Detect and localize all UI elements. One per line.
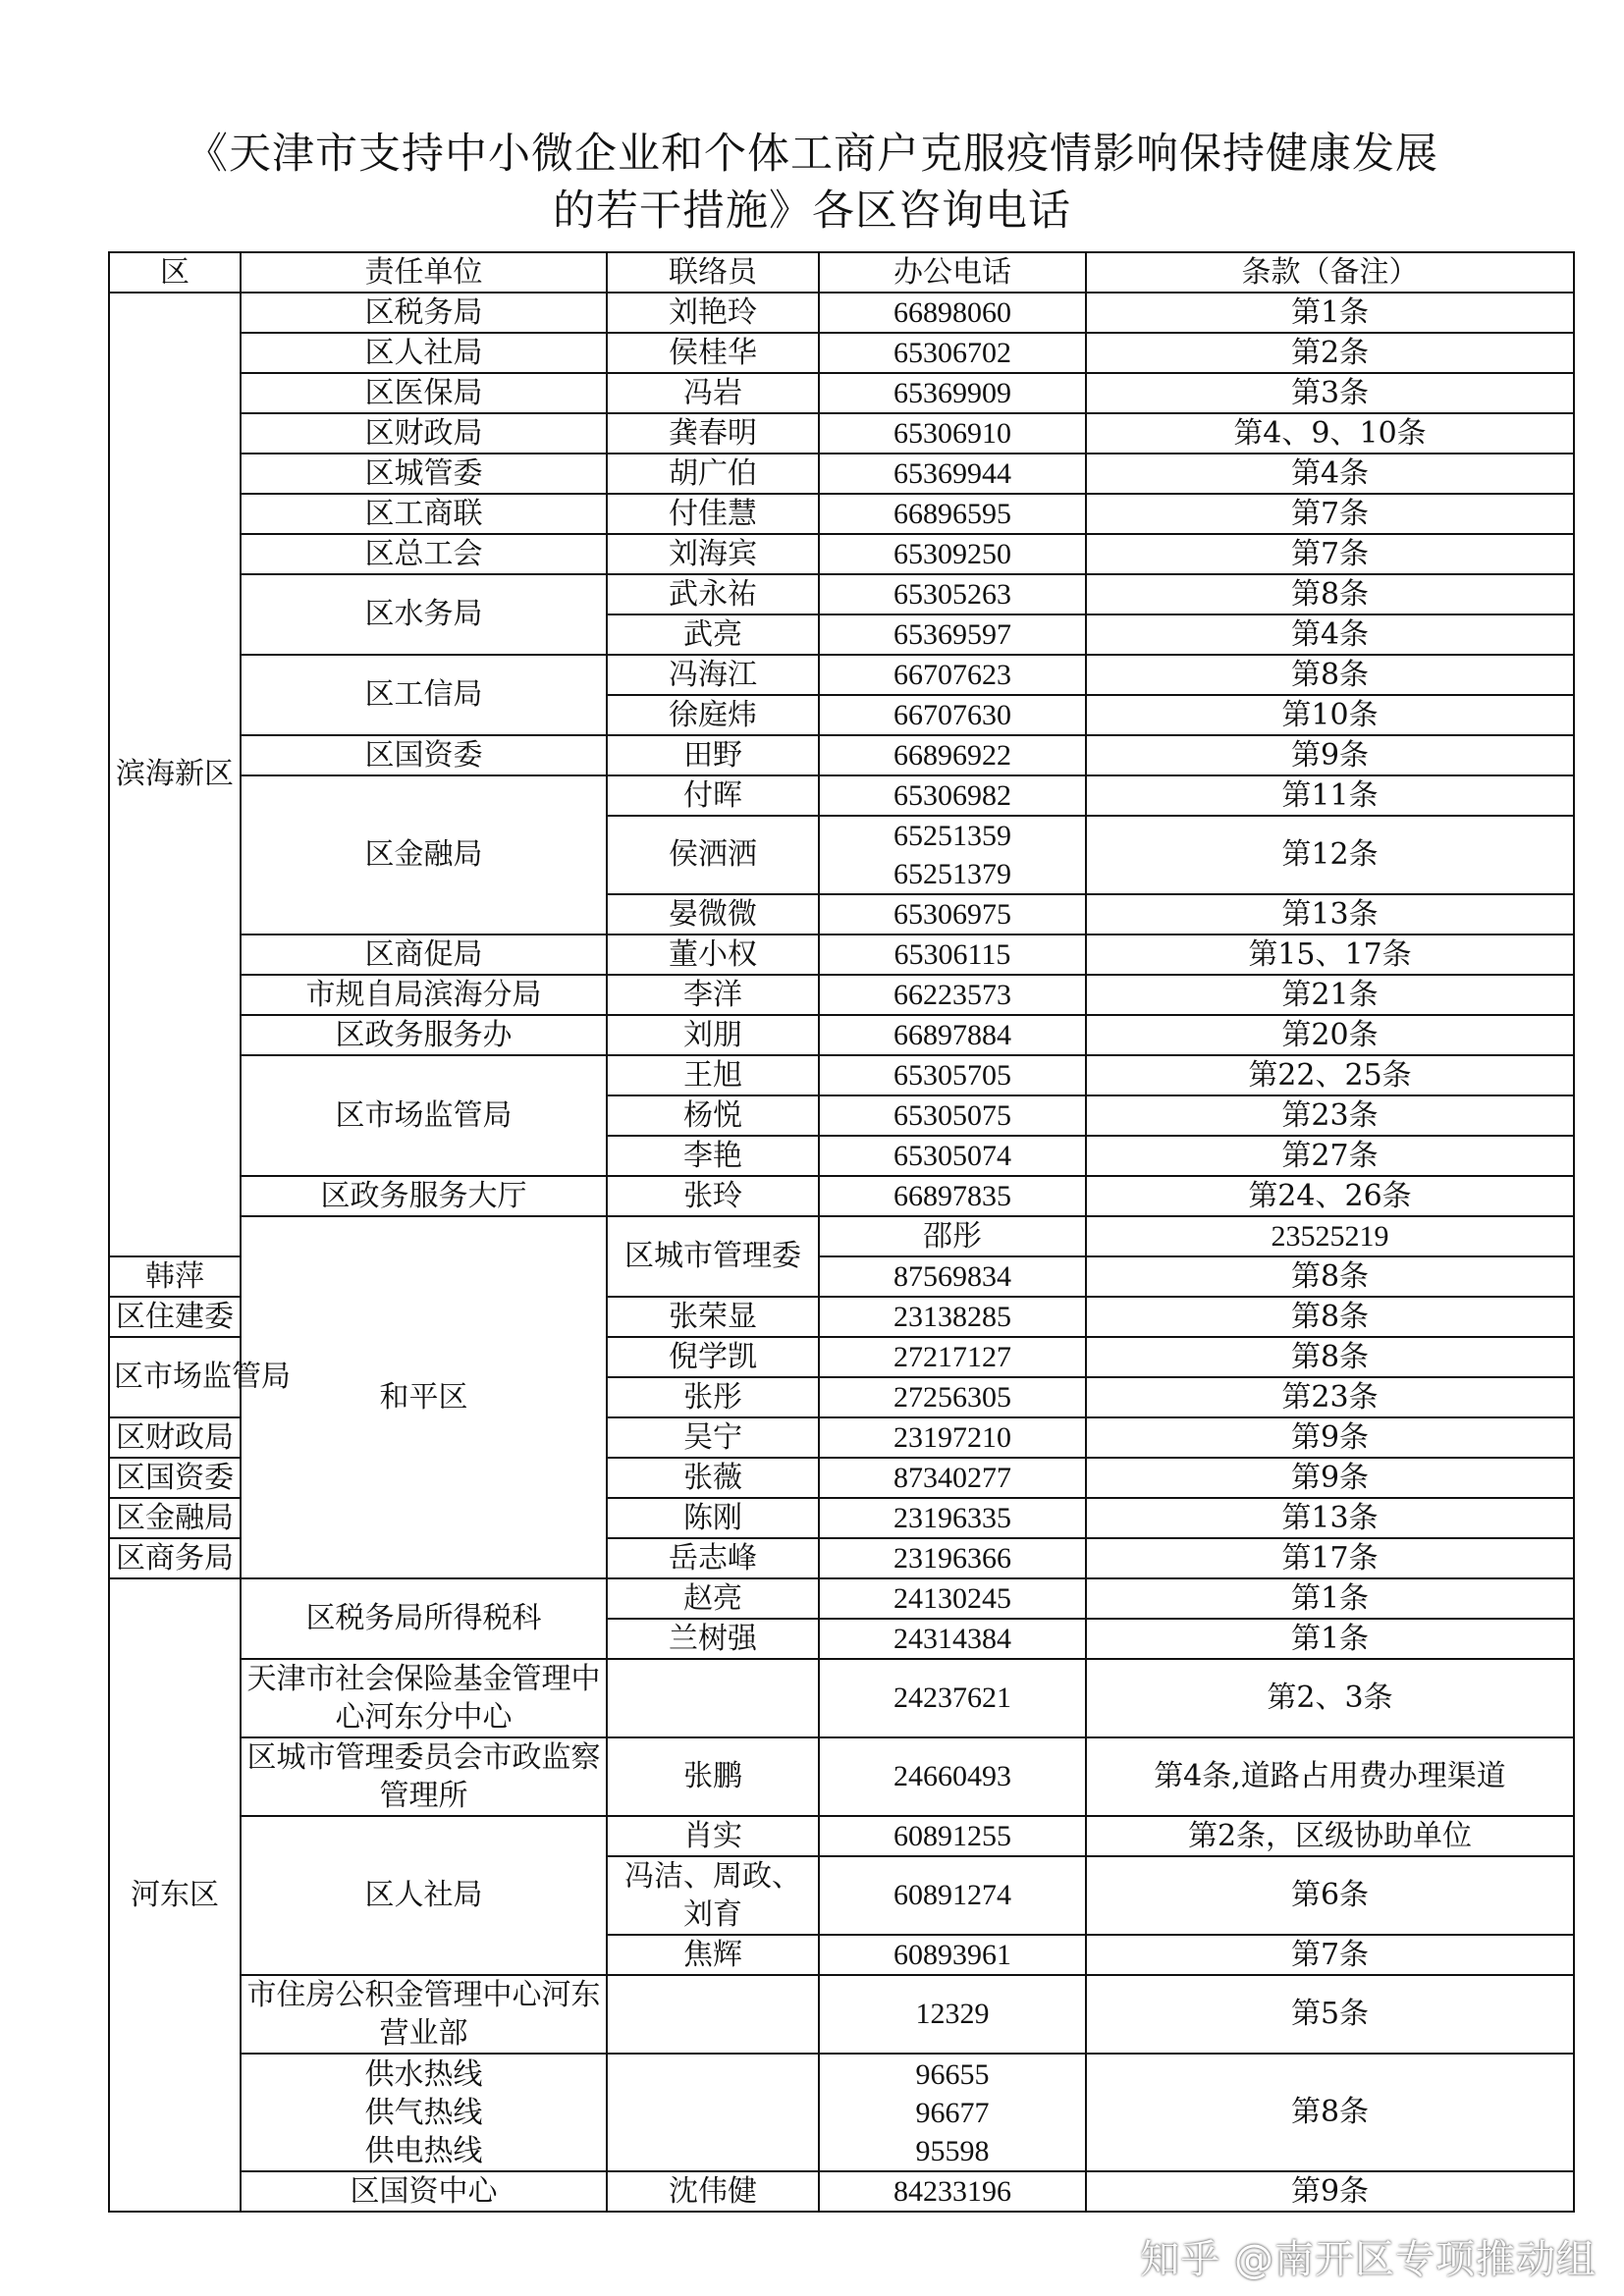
contact-cell: 张鹏: [607, 1737, 819, 1816]
clause-cell: 第10条: [1086, 695, 1574, 735]
contact-cell: 冯海江: [607, 655, 819, 695]
title-line-2: 的若干措施》各区咨询电话: [553, 187, 1071, 236]
table-row: [109, 1975, 1574, 2054]
table-row: [109, 494, 1574, 534]
unit-cell: 市住房公积金管理中心河东营业部: [241, 1975, 607, 2054]
clause-cell: 第6条: [1086, 1856, 1574, 1935]
hotline-label: 供电热线: [364, 2133, 483, 2168]
clause-cell: 第27条: [1086, 1136, 1574, 1176]
table-row: [109, 293, 1574, 333]
phone-cell: 27217127: [819, 1337, 1086, 1377]
unit-cell: 区人社局: [241, 1816, 607, 1975]
phone-cell: 65306702: [819, 333, 1086, 373]
unit-cell: 区城管委: [241, 454, 607, 494]
contact-table: [108, 251, 1575, 2213]
phone-cell: 66223573: [819, 975, 1086, 1015]
clause-cell: 第4条,道路占用费办理渠道: [1086, 1737, 1574, 1816]
phone-cell: 60893961: [819, 1935, 1086, 1975]
clause-cell: 第1条: [1086, 1619, 1574, 1659]
unit-cell: 区国资中心: [241, 2171, 607, 2212]
phone-cell: 65305075: [819, 1095, 1086, 1136]
clause-cell: 第7条: [1086, 534, 1574, 574]
contact-cell: 韩萍: [109, 1256, 241, 1297]
zhihu-watermark: 知乎 @南开区专项推动组: [1140, 2237, 1597, 2282]
clause-cell: 第13条: [1086, 894, 1574, 934]
table-row: [109, 574, 1574, 614]
clause-cell: 第1条: [1086, 293, 1574, 333]
contact-cell: 陈刚: [607, 1498, 819, 1538]
district-cell: 滨海新区: [109, 293, 241, 1256]
phone-cell: 60891274: [819, 1856, 1086, 1935]
contact-cell: 王旭: [607, 1055, 819, 1095]
clause-cell: 第12条: [1086, 816, 1574, 894]
clause-cell: 第7条: [1086, 1935, 1574, 1975]
phone-cell: 23525219: [1086, 1216, 1574, 1256]
unit-cell: 天津市社会保险基金管理中心河东分中心: [241, 1659, 607, 1737]
phone-cell: 23138285: [819, 1297, 1086, 1337]
table-row: [109, 1216, 1574, 1256]
phone-cell: 84233196: [819, 2171, 1086, 2212]
clause-cell: 第23条: [1086, 1377, 1574, 1417]
clause-cell: 第13条: [1086, 1498, 1574, 1538]
phone-cell: 65305074: [819, 1136, 1086, 1176]
unit-cell: 区工商联: [241, 494, 607, 534]
contact-cell: 岳志峰: [607, 1538, 819, 1578]
clause-cell: 第8条: [1086, 655, 1574, 695]
hotline-label: 供气热线: [364, 2095, 483, 2130]
clause-cell: 第4条: [1086, 614, 1574, 655]
clause-cell: 第9条: [1086, 2171, 1574, 2212]
phone-cell: 66897835: [819, 1176, 1086, 1216]
table-row: [109, 1816, 1574, 1856]
contact-cell: 武亮: [607, 614, 819, 655]
table-row: [109, 735, 1574, 775]
table-row: [109, 655, 1574, 695]
clause-cell: 第11条: [1086, 775, 1574, 816]
clause-cell: 第8条: [1086, 1256, 1574, 1297]
phone-cell: 24130245: [819, 1578, 1086, 1619]
clause-cell: 第8条: [1086, 1337, 1574, 1377]
contact-cell: 侯桂华: [607, 333, 819, 373]
contact-cell: 龚春明: [607, 413, 819, 454]
phone-cell: 66707630: [819, 695, 1086, 735]
contact-cell: 张玲: [607, 1176, 819, 1216]
title-line-1: 《天津市支持中小微企业和个体工商户克服疫情影响保持健康发展: [186, 130, 1438, 179]
unit-cell: 区财政局: [109, 1417, 241, 1458]
table-row: [109, 1176, 1574, 1216]
contact-cell: 晏微微: [607, 894, 819, 934]
contact-cell: 李洋: [607, 975, 819, 1015]
clause-cell: 第8条: [1086, 574, 1574, 614]
phone-line: 95598: [915, 2134, 990, 2167]
contact-cell: 李艳: [607, 1136, 819, 1176]
phone-cell: 66897884: [819, 1015, 1086, 1055]
unit-cell: 区水务局: [241, 574, 607, 655]
contact-cell: 胡广伯: [607, 454, 819, 494]
table-row: [109, 373, 1574, 413]
unit-cell: 区城市管理委员会市政监察管理所: [241, 1737, 607, 1816]
contact-cell: 沈伟健: [607, 2171, 819, 2212]
contact-cell: 刘艳玲: [607, 293, 819, 333]
phone-cell: 60891255: [819, 1816, 1086, 1856]
phone-cell: 24237621: [819, 1659, 1086, 1737]
phone-cell: 65369944: [819, 454, 1086, 494]
unit-cell: 区税务局所得税科: [241, 1578, 607, 1659]
table-row: [109, 2054, 1574, 2171]
contact-cell: 付晖: [607, 775, 819, 816]
phone-line: 96677: [915, 2096, 990, 2129]
header-contact: 联络员: [607, 252, 819, 293]
contact-cell: 张薇: [607, 1458, 819, 1498]
phone-cell: 87569834: [819, 1256, 1086, 1297]
phone-cell: 66898060: [819, 293, 1086, 333]
contact-cell: 刘海宾: [607, 534, 819, 574]
contact-cell: 冯岩: [607, 373, 819, 413]
contact-cell: 杨悦: [607, 1095, 819, 1136]
table-row: [109, 333, 1574, 373]
table-row: [109, 1015, 1574, 1055]
unit-cell: 区总工会: [241, 534, 607, 574]
phone-cell: 27256305: [819, 1377, 1086, 1417]
clause-cell: 第1条: [1086, 1578, 1574, 1619]
phone-cell: 66896595: [819, 494, 1086, 534]
clause-cell: 第9条: [1086, 1417, 1574, 1458]
contact-cell: 侯洒洒: [607, 816, 819, 894]
header-clause: 条款（备注）: [1086, 252, 1574, 293]
phone-cell: 65369597: [819, 614, 1086, 655]
unit-cell: 区财政局: [241, 413, 607, 454]
hotline-label: 供水热线: [364, 2056, 483, 2092]
phone-cell: 65309250: [819, 534, 1086, 574]
clause-cell: 第7条: [1086, 494, 1574, 534]
unit-cell: 区商务局: [109, 1538, 241, 1578]
phone-cell: 66896922: [819, 735, 1086, 775]
unit-cell: 区工信局: [241, 655, 607, 735]
unit-cell: 区税务局: [241, 293, 607, 333]
clause-cell: 第9条: [1086, 735, 1574, 775]
contact-cell: 邵彤: [819, 1216, 1086, 1256]
unit-cell: 区市场监管局: [241, 1055, 607, 1176]
unit-cell: 区金融局: [109, 1498, 241, 1538]
header-district: 区: [109, 252, 241, 293]
phone-cell: 65306115: [819, 934, 1086, 975]
table-row: [109, 534, 1574, 574]
phone-cell: 23196366: [819, 1538, 1086, 1578]
unit-cell: 区医保局: [241, 373, 607, 413]
table-row: [109, 775, 1574, 816]
phone-cell: [819, 2054, 1086, 2171]
contact-cell: 冯洁、周政、刘育: [607, 1856, 819, 1935]
unit-cell: 市规自局滨海分局: [241, 975, 607, 1015]
phone-line: 65251359: [893, 820, 1011, 852]
table-row: [109, 2171, 1574, 2212]
clause-cell: 第21条: [1086, 975, 1574, 1015]
contact-cell: 赵亮: [607, 1578, 819, 1619]
clause-cell: 第20条: [1086, 1015, 1574, 1055]
unit-cell: 区人社局: [241, 333, 607, 373]
table-row: [109, 1578, 1574, 1619]
district-cell: 和平区: [241, 1216, 607, 1578]
clause-cell: 第4、9、10条: [1086, 413, 1574, 454]
phone-cell: 65306975: [819, 894, 1086, 934]
clause-cell: 第3条: [1086, 373, 1574, 413]
clause-cell: 第5条: [1086, 1975, 1574, 2054]
contact-cell: 肖实: [607, 1816, 819, 1856]
clause-cell: 第8条: [1086, 2054, 1574, 2171]
unit-cell: 区金融局: [241, 775, 607, 934]
contact-cell: 武永祐: [607, 574, 819, 614]
table-row: [109, 975, 1574, 1015]
clause-cell: 第2条，区级协助单位: [1086, 1816, 1574, 1856]
contact-cell: 刘朋: [607, 1015, 819, 1055]
phone-cell: 65306910: [819, 413, 1086, 454]
contact-cell: 倪学凯: [607, 1337, 819, 1377]
clause-cell: 第2条: [1086, 333, 1574, 373]
clause-cell: 第24、26条: [1086, 1176, 1574, 1216]
contact-cell: 田野: [607, 735, 819, 775]
unit-cell: 区政务服务办: [241, 1015, 607, 1055]
phone-cell: 23197210: [819, 1417, 1086, 1458]
contact-cell: 张荣显: [607, 1297, 819, 1337]
contact-cell: 董小权: [607, 934, 819, 975]
table-header-row: [109, 252, 1574, 293]
contact-cell: [607, 2054, 819, 2171]
contact-cell: 徐庭炜: [607, 695, 819, 735]
phone-cell: 66707623: [819, 655, 1086, 695]
unit-cell: 区住建委: [109, 1297, 241, 1337]
contact-cell: [607, 1975, 819, 2054]
clause-cell: 第9条: [1086, 1458, 1574, 1498]
phone-cell: 65305705: [819, 1055, 1086, 1095]
clause-cell: 第4条: [1086, 454, 1574, 494]
contact-cell: 张彤: [607, 1377, 819, 1417]
table-row: [109, 934, 1574, 975]
phone-cell: [819, 816, 1086, 894]
phone-cell: 87340277: [819, 1458, 1086, 1498]
document-title: [0, 126, 1624, 240]
table-row: [109, 1737, 1574, 1816]
unit-cell: [241, 2054, 607, 2171]
unit-cell: 区政务服务大厅: [241, 1176, 607, 1216]
phone-cell: 65369909: [819, 373, 1086, 413]
clause-cell: 第17条: [1086, 1538, 1574, 1578]
phone-cell: 65305263: [819, 574, 1086, 614]
phone-cell: 23196335: [819, 1498, 1086, 1538]
phone-cell: 12329: [819, 1975, 1086, 2054]
contact-cell: 吴宁: [607, 1417, 819, 1458]
header-phone: 办公电话: [819, 252, 1086, 293]
contact-cell: 付佳慧: [607, 494, 819, 534]
phone-cell: 24314384: [819, 1619, 1086, 1659]
table-row: [109, 454, 1574, 494]
phone-cell: 65306982: [819, 775, 1086, 816]
unit-cell: 区商促局: [241, 934, 607, 975]
clause-cell: 第23条: [1086, 1095, 1574, 1136]
table-row: [109, 1659, 1574, 1737]
clause-cell: 第22、25条: [1086, 1055, 1574, 1095]
contact-cell: 兰树强: [607, 1619, 819, 1659]
contact-cell: 焦辉: [607, 1935, 819, 1975]
clause-cell: 第8条: [1086, 1297, 1574, 1337]
header-unit: 责任单位: [241, 252, 607, 293]
clause-cell: 第2、3条: [1086, 1659, 1574, 1737]
clause-cell: 第15、17条: [1086, 934, 1574, 975]
phone-line: 96655: [915, 2057, 990, 2091]
unit-cell: 区国资委: [109, 1458, 241, 1498]
unit-cell: 区市场监管局: [109, 1337, 241, 1417]
unit-cell: 区城市管理委: [607, 1216, 819, 1297]
district-cell: 河东区: [109, 1578, 241, 2212]
phone-line: 65251379: [893, 858, 1011, 890]
phone-cell: 24660493: [819, 1737, 1086, 1816]
unit-cell: 区国资委: [241, 735, 607, 775]
table-row: [109, 413, 1574, 454]
table-row: [109, 1055, 1574, 1095]
contact-cell: [607, 1659, 819, 1737]
